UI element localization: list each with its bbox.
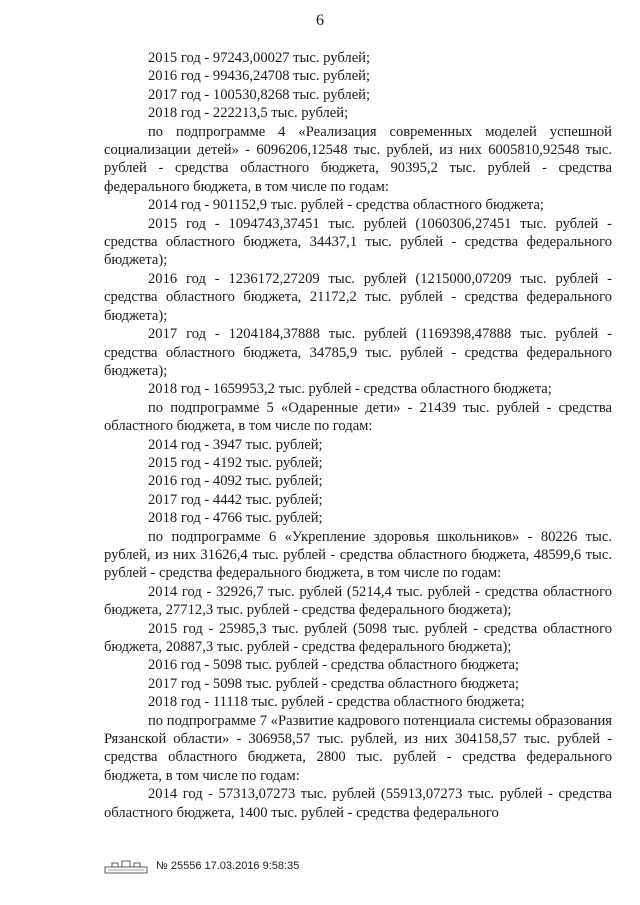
- paragraph: по подпрограмме 7 «Развитие кадрового потенциала системы образования Рязанской области» - 306958,57 тыс. рублей, из них 304158,57 тыс. рублей - средства областного бюджета, 2800 тыс. рублей - средства федерального бюджета, в том числе по годам:: [104, 712, 612, 784]
- paragraph: 2017 год - 1204184,37888 тыс. рублей (1169398,47888 тыс. рублей - средства областного бюджета, 34785,9 тыс. рублей - средства федерального бюджета);: [104, 326, 612, 379]
- paragraph: 2016 год - 1236172,27209 тыс. рублей (1215000,07209 тыс. рублей - средства областного бюджета, 21172,2 тыс. рублей - средства федерального бюджета);: [104, 270, 612, 324]
- paragraph: 2018 год - 4766 тыс. рублей;: [148, 510, 323, 527]
- paragraph: 2014 год - 901152,9 тыс. рублей - средства областного бюджета;: [148, 197, 544, 214]
- paragraph: по подпрограмме 6 «Укрепление здоровья школьников» - 80226 тыс. рублей, из них 31626,4 тыс. рублей - средства областного бюджета, 48599,6 тыс. рублей - средства федерального бюджета, в том числе по годам:: [104, 528, 612, 582]
- paragraph: 2017 год - 5098 тыс. рублей - средства областного бюджета;: [148, 675, 519, 692]
- paragraph: 2015 год - 97243,00027 тыс. рублей;: [148, 50, 371, 66]
- document-body: [104, 49, 612, 822]
- paragraph: 2016 год - 5098 тыс. рублей - средства областного бюджета;: [148, 657, 519, 674]
- paragraph: 2014 год - 3947 тыс. рублей;: [148, 436, 323, 453]
- paragraph: 2015 год - 1094743,37451 тыс. рублей (1060306,27451 тыс. рублей - средства областного бюджета, 34437,1 тыс. рублей - средства федерального бюджета);: [104, 215, 612, 269]
- paragraph: 2016 год - 4092 тыс. рублей;: [148, 473, 323, 490]
- paragraph: 2018 год - 222213,5 тыс. рублей;: [148, 105, 349, 122]
- registry-stamp-icon: [104, 858, 148, 874]
- paragraph: 2017 год - 100530,8268 тыс. рублей;: [148, 86, 371, 103]
- page-number: 6: [316, 12, 324, 29]
- paragraph: 2017 год - 4442 тыс. рублей;: [148, 491, 323, 508]
- document-footer: [104, 856, 299, 876]
- paragraph: 2014 год - 57313,07273 тыс. рублей (55913,07273 тыс. рублей - средства областного бюджета, 1400 тыс. рублей - средства федерального: [104, 786, 612, 821]
- paragraph: 2018 год - 11118 тыс. рублей - средства областного бюджета;: [148, 694, 525, 711]
- document-registration-number: № 25556 17.03.2016 9:58:35: [156, 860, 300, 872]
- paragraph: 2014 год - 32926,7 тыс. рублей (5214,4 тыс. рублей - средства областного бюджета, 27712,3 тыс. рублей - средства федерального бюджета);: [104, 583, 612, 619]
- paragraph: 2015 год - 25985,3 тыс. рублей (5098 тыс. рублей - средства областного бюджета, 20887,3 тыс. рублей - средства федерального бюджета);: [104, 620, 612, 655]
- paragraph: 2015 год - 4192 тыс. рублей;: [148, 454, 323, 471]
- paragraph: по подпрограмме 5 «Одаренные дети» - 21439 тыс. рублей - средства областного бюджета, в том числе по годам:: [104, 399, 612, 435]
- paragraph: 2016 год - 99436,24708 тыс. рублей;: [148, 68, 371, 85]
- paragraph: 2018 год - 1659953,2 тыс. рублей - средства областного бюджета;: [148, 381, 552, 398]
- paragraph: по подпрограмме 4 «Реализация современных моделей успешной социализации детей» - 6096206,12548 тыс. рублей, из них 6005810,92548 тыс. рублей - средства областного бюджета, 90395,2 тыс. рублей - средства федерального бюджета, в том числе по годам:: [104, 123, 612, 195]
